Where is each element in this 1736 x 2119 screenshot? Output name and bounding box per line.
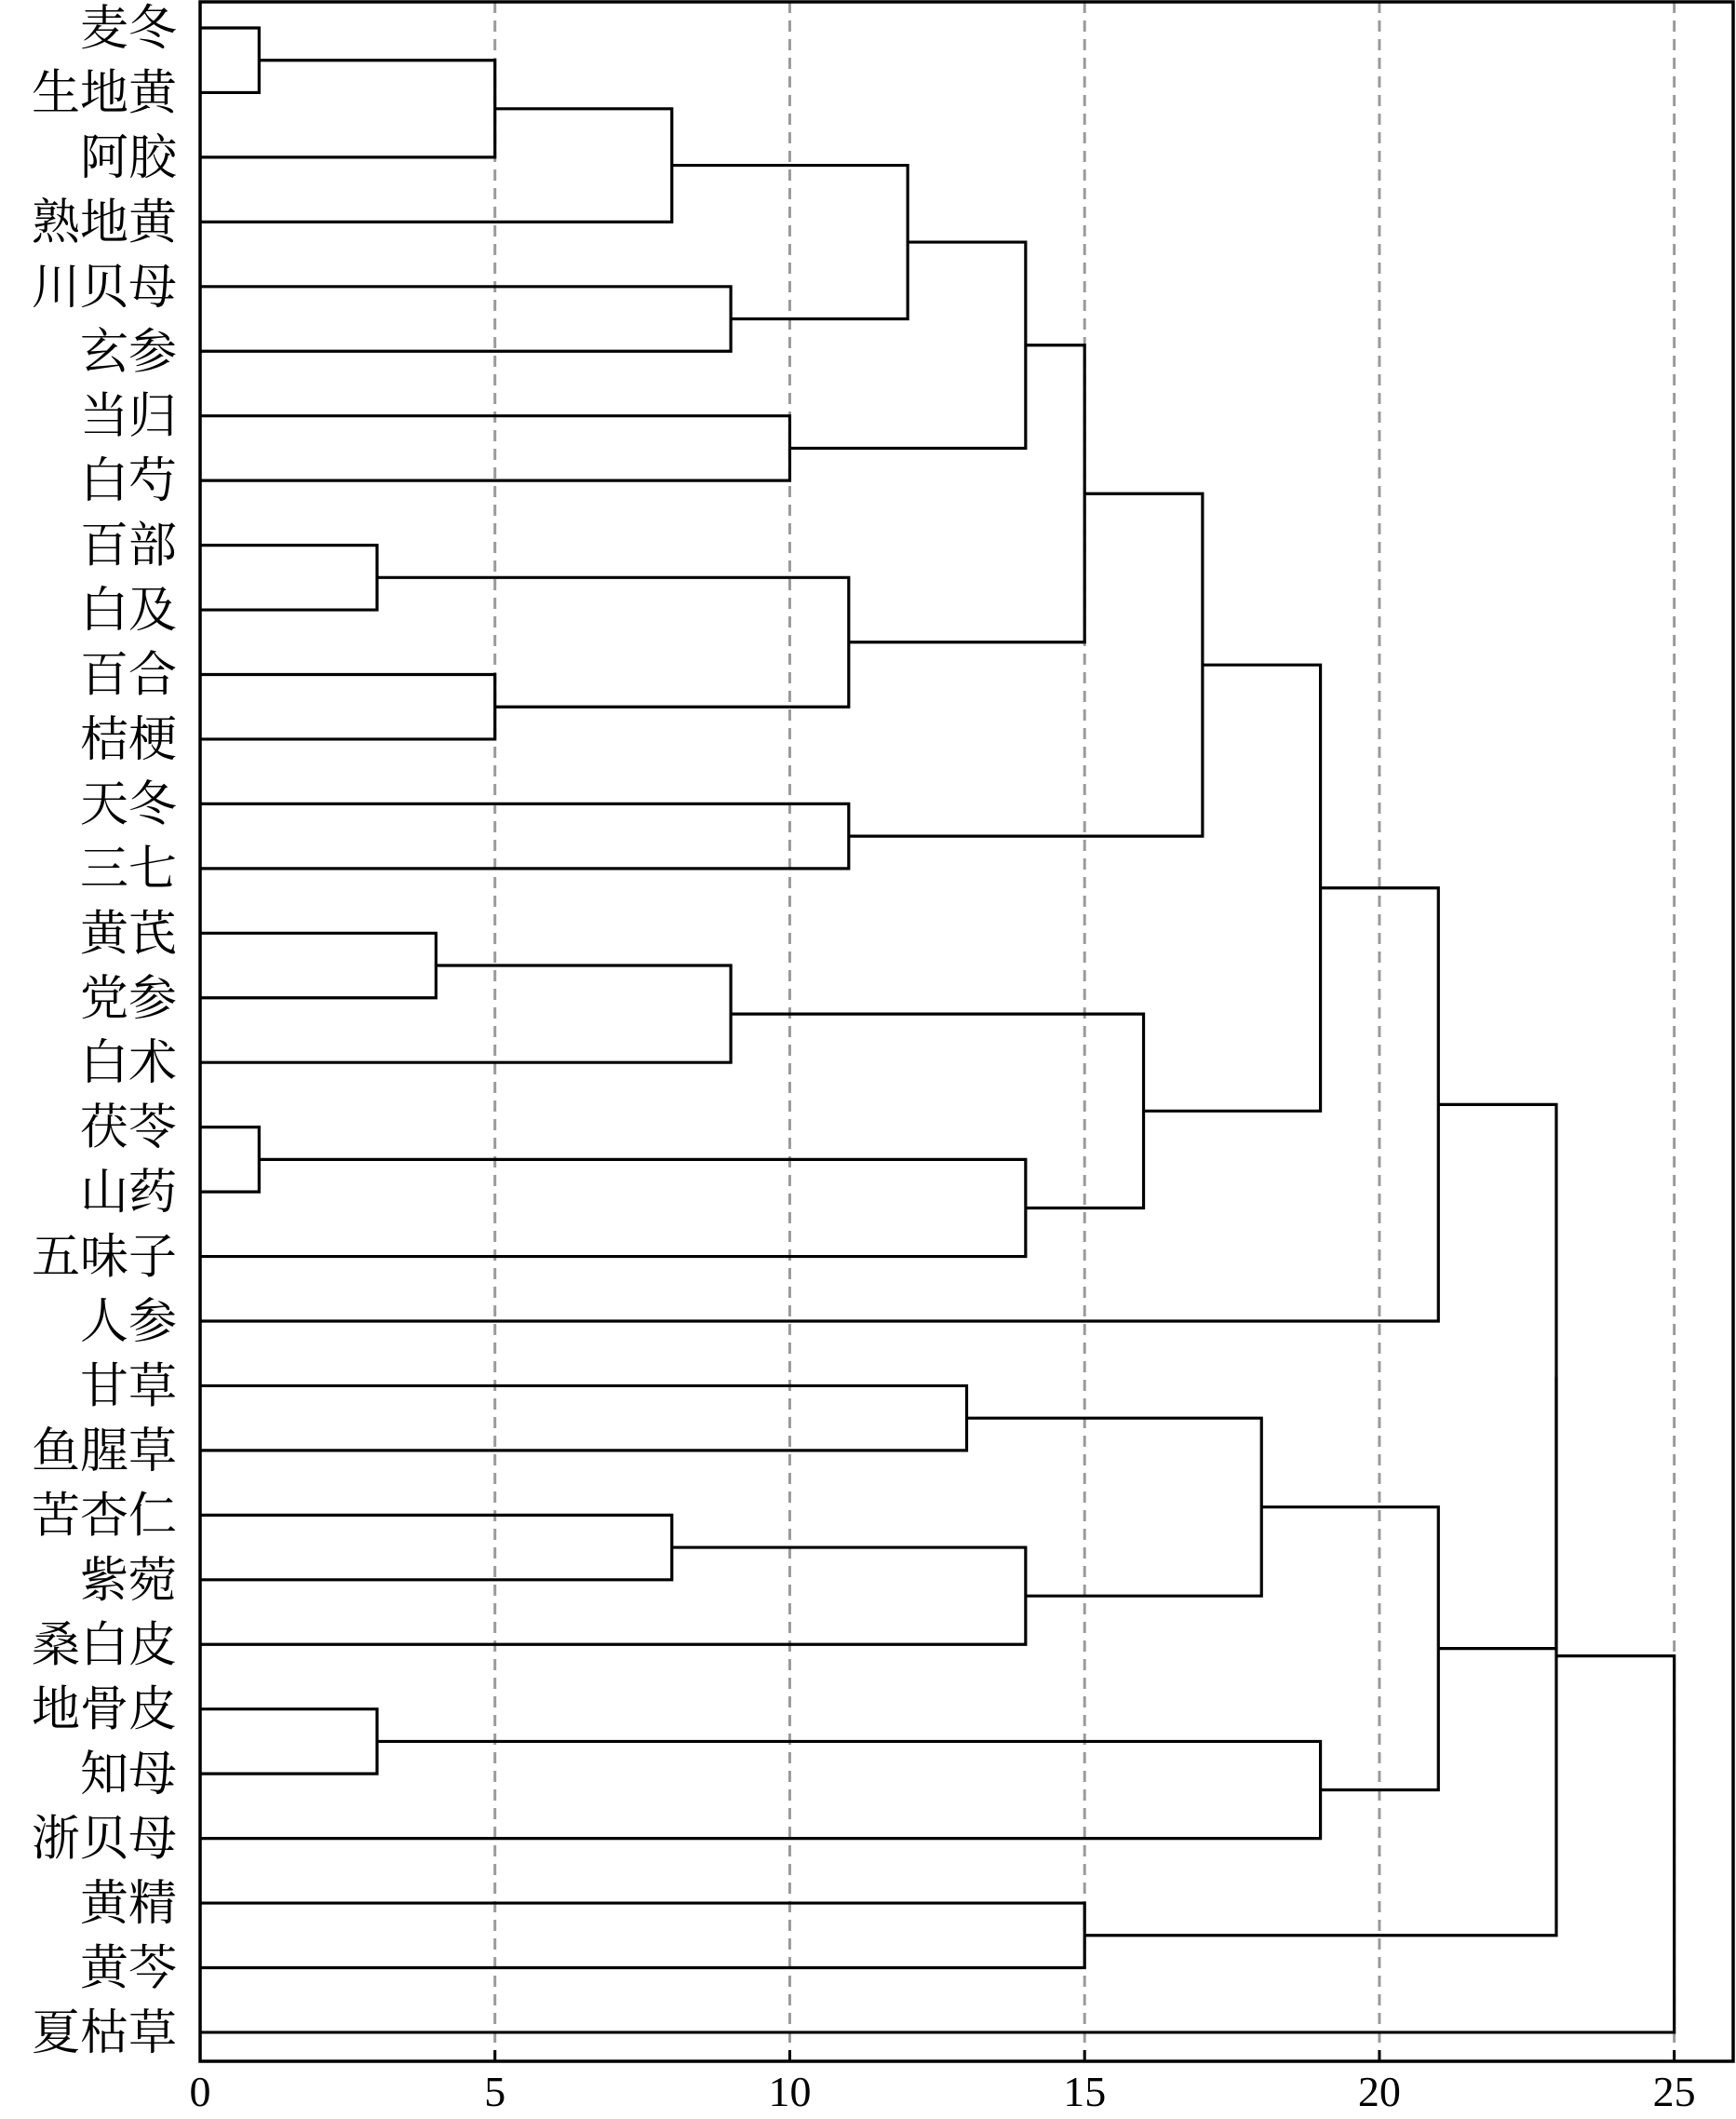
leaf-label: 白及	[79, 583, 177, 640]
dendrogram-link	[200, 1656, 1675, 2032]
leaf-label: 地骨皮	[31, 1681, 177, 1738]
leaf-label: 黄精	[79, 1876, 177, 1933]
dendrogram-link	[377, 577, 849, 707]
x-tick-label: 20	[1357, 2068, 1401, 2115]
leaf-label: 黄芩	[79, 1940, 177, 1997]
leaf-label: 生地黄	[31, 65, 177, 122]
dendrogram-link	[200, 1515, 672, 1579]
dendrogram-link	[1438, 1104, 1556, 1648]
leaf-label: 熟地黄	[31, 195, 177, 251]
leaf-label: 百合	[79, 647, 177, 704]
leaf-label: 苦杏仁	[31, 1488, 177, 1545]
dendrogram-link	[1261, 1507, 1438, 1790]
leaf-label: 百部	[79, 518, 177, 574]
dendrogram-link	[1084, 1376, 1556, 1935]
leaf-label: 夏枯草	[31, 2004, 177, 2061]
x-tick-label: 25	[1652, 2068, 1696, 2115]
leaf-label: 鱼腥草	[31, 1423, 177, 1479]
x-tick-label: 0	[189, 2068, 211, 2115]
x-tick-label: 10	[768, 2068, 812, 2115]
leaf-label: 天冬	[79, 776, 177, 833]
leaf-label: 五味子	[31, 1229, 177, 1286]
dendrogram-link	[200, 546, 377, 610]
dendrogram-link	[200, 803, 849, 868]
leaf-label: 黄芪	[79, 906, 177, 963]
dendrogram-link	[200, 933, 436, 997]
dendrogram-link	[200, 61, 495, 157]
leaf-label: 麦冬	[79, 1, 177, 57]
x-tick-label: 5	[484, 2068, 506, 2115]
leaf-label: 玄参	[79, 324, 177, 381]
leaf-label: 当归	[79, 388, 177, 445]
dendrogram-link	[200, 1159, 1026, 1256]
grid-lines	[495, 2, 1675, 2061]
leaf-label: 甘草	[79, 1358, 177, 1415]
dendrogram-link	[200, 675, 495, 739]
dendrogram-link	[849, 345, 1084, 642]
leaf-label: 知母	[79, 1747, 177, 1803]
dendrogram-link	[731, 1014, 1143, 1208]
dendrogram-link	[200, 1547, 1026, 1644]
leaf-label: 山药	[79, 1165, 177, 1221]
dendrogram-link	[849, 493, 1203, 836]
leaf-labels	[32, 1, 179, 2061]
plot-frame	[200, 2, 1733, 2061]
dendrogram-link	[200, 1741, 1321, 1838]
dendrogram-link	[200, 28, 259, 92]
leaf-label: 党参	[79, 970, 177, 1027]
leaf-label: 浙贝母	[31, 1811, 177, 1868]
dendrogram-links	[200, 28, 1675, 2032]
leaf-label: 白术	[79, 1035, 177, 1092]
dendrogram-link	[200, 1385, 967, 1450]
leaf-label: 人参	[79, 1294, 177, 1350]
leaf-label: 三七	[79, 841, 177, 898]
dendrogram-link	[200, 287, 731, 351]
dendrogram-link	[200, 109, 672, 223]
leaf-label: 茯苓	[79, 1100, 177, 1156]
dendrogram-link	[200, 1127, 259, 1192]
leaf-label: 紫菀	[79, 1552, 177, 1609]
leaf-label: 川贝母	[31, 259, 177, 316]
dendrogram-link	[200, 965, 731, 1062]
dendrogram-link	[200, 1903, 1084, 1967]
leaf-label: 阿胶	[79, 129, 177, 186]
x-tick-label: 15	[1063, 2068, 1107, 2115]
dendrogram-link	[1144, 665, 1321, 1111]
leaf-label: 白芍	[79, 453, 177, 510]
leaf-label: 桑白皮	[31, 1617, 177, 1674]
dendrogram-link	[967, 1418, 1262, 1596]
dendrogram-link	[200, 1709, 377, 1774]
leaf-label: 桔梗	[79, 711, 177, 768]
